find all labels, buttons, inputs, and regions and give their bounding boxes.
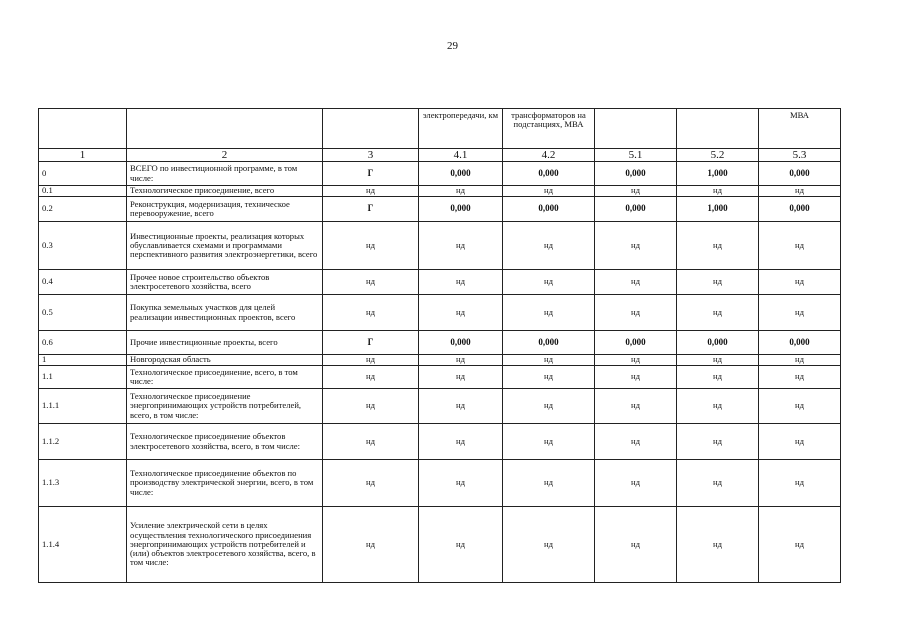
cell-col6: 0,000 <box>595 162 677 186</box>
cell-col7: нд <box>677 295 759 331</box>
header-cell-3 <box>323 109 419 149</box>
cell-col7: нд <box>677 389 759 424</box>
cell-col8: нд <box>759 389 841 424</box>
cell-col5: нд <box>503 460 595 507</box>
table-row <box>39 186 841 197</box>
table-row <box>39 270 841 295</box>
cell-col3: Г <box>323 331 419 355</box>
column-number: 4.1 <box>419 149 503 162</box>
column-number: 5.2 <box>677 149 759 162</box>
cell-col8: нд <box>759 507 841 583</box>
cell-col4: нд <box>419 186 503 197</box>
cell-col7: 1,000 <box>677 162 759 186</box>
cell-col4: 0,000 <box>419 331 503 355</box>
cell-col4: нд <box>419 460 503 507</box>
row-code: 0.6 <box>39 331 127 355</box>
column-number: 5.1 <box>595 149 677 162</box>
row-code: 0 <box>39 162 127 186</box>
column-number: 1 <box>39 149 127 162</box>
row-name: Технологическое присоединение, всего, в том числе: <box>127 366 323 389</box>
cell-col6: 0,000 <box>595 197 677 222</box>
table-row <box>39 366 841 389</box>
row-name: Технологическое присоединение энергопринимающих устройств потребителей, всего, в том числе: <box>127 389 323 424</box>
cell-col6: нд <box>595 460 677 507</box>
row-code: 0.3 <box>39 222 127 270</box>
cell-col5: нд <box>503 186 595 197</box>
row-name: Технологическое присоединение, всего <box>127 186 323 197</box>
column-number: 3 <box>323 149 419 162</box>
cell-col6: нд <box>595 366 677 389</box>
header-cell-8: МВА <box>759 109 841 149</box>
cell-col5: нд <box>503 222 595 270</box>
cell-col6: нд <box>595 186 677 197</box>
row-name: Покупка земельных участков для целей реализации инвестиционных проектов, всего <box>127 295 323 331</box>
cell-col5: нд <box>503 424 595 460</box>
column-number: 4.2 <box>503 149 595 162</box>
cell-col5: 0,000 <box>503 331 595 355</box>
header-cell-2 <box>127 109 323 149</box>
header-cell-5: трансформаторов на подстанциях, МВА <box>503 109 595 149</box>
table-row <box>39 355 841 366</box>
row-name: Технологическое присоединение объектов электросетевого хозяйства, всего, в том числе: <box>127 424 323 460</box>
cell-col7: 0,000 <box>677 331 759 355</box>
cell-col8: 0,000 <box>759 197 841 222</box>
row-name: Прочее новое строительство объектов электросетевого хозяйства, всего <box>127 270 323 295</box>
cell-col5: нд <box>503 270 595 295</box>
cell-col7: нд <box>677 460 759 507</box>
page-number: 29 <box>447 40 458 52</box>
investment-program-table <box>38 108 841 583</box>
cell-col5: нд <box>503 355 595 366</box>
row-code: 1.1.4 <box>39 507 127 583</box>
cell-col7: нд <box>677 507 759 583</box>
row-name: Инвестиционные проекты, реализация которых обуславливается схемами и программами перспективного развития электроэнергетики, всего <box>127 222 323 270</box>
column-number: 2 <box>127 149 323 162</box>
cell-col6: нд <box>595 355 677 366</box>
header-cell-7 <box>677 109 759 149</box>
cell-col7: нд <box>677 355 759 366</box>
cell-col8: нд <box>759 270 841 295</box>
cell-col3: Г <box>323 197 419 222</box>
cell-col8: 0,000 <box>759 162 841 186</box>
header-cell-4: электропередачи, км <box>419 109 503 149</box>
row-code: 1.1.3 <box>39 460 127 507</box>
cell-col6: нд <box>595 295 677 331</box>
row-name: Усиление электрической сети в целях осуществления технологического присоединения энергопринимающих устройств потребителей и (или) объектов электросетевого хозяйства, всего, в том числе: <box>127 507 323 583</box>
cell-col3: нд <box>323 389 419 424</box>
cell-col8: нд <box>759 424 841 460</box>
cell-col3: нд <box>323 222 419 270</box>
cell-col8: 0,000 <box>759 331 841 355</box>
cell-col7: 1,000 <box>677 197 759 222</box>
cell-col5: нд <box>503 366 595 389</box>
cell-col6: 0,000 <box>595 331 677 355</box>
cell-col8: нд <box>759 295 841 331</box>
cell-col6: нд <box>595 424 677 460</box>
cell-col8: нд <box>759 355 841 366</box>
cell-col4: нд <box>419 222 503 270</box>
cell-col7: нд <box>677 366 759 389</box>
cell-col4: 0,000 <box>419 197 503 222</box>
cell-col5: нд <box>503 295 595 331</box>
cell-col8: нд <box>759 186 841 197</box>
row-code: 1.1.2 <box>39 424 127 460</box>
cell-col5: нд <box>503 507 595 583</box>
column-number-row <box>39 149 841 162</box>
cell-col4: нд <box>419 270 503 295</box>
table-row <box>39 460 841 507</box>
table-row <box>39 222 841 270</box>
table-row <box>39 331 841 355</box>
table-body <box>39 162 841 583</box>
cell-col3: нд <box>323 366 419 389</box>
table-row <box>39 507 841 583</box>
cell-col5: нд <box>503 389 595 424</box>
cell-col3: нд <box>323 186 419 197</box>
cell-col3: нд <box>323 460 419 507</box>
table-row <box>39 162 841 186</box>
row-name: Технологическое присоединение объектов по производству электрической энергии, всего, в том числе: <box>127 460 323 507</box>
cell-col8: нд <box>759 366 841 389</box>
cell-col3: нд <box>323 270 419 295</box>
column-number: 5.3 <box>759 149 841 162</box>
cell-col3: нд <box>323 355 419 366</box>
table-row <box>39 389 841 424</box>
row-code: 1.1.1 <box>39 389 127 424</box>
cell-col3: нд <box>323 295 419 331</box>
header-row <box>39 109 841 149</box>
cell-col6: нд <box>595 222 677 270</box>
table-row <box>39 424 841 460</box>
row-code: 0.5 <box>39 295 127 331</box>
header-cell-1 <box>39 109 127 149</box>
row-code: 0.2 <box>39 197 127 222</box>
cell-col4: нд <box>419 355 503 366</box>
cell-col7: нд <box>677 270 759 295</box>
cell-col7: нд <box>677 424 759 460</box>
cell-col3: нд <box>323 507 419 583</box>
cell-col7: нд <box>677 186 759 197</box>
row-name: Новгородская область <box>127 355 323 366</box>
table-row <box>39 295 841 331</box>
cell-col4: нд <box>419 389 503 424</box>
cell-col4: нд <box>419 366 503 389</box>
cell-col7: нд <box>677 222 759 270</box>
row-code: 0.4 <box>39 270 127 295</box>
row-code: 1 <box>39 355 127 366</box>
cell-col8: нд <box>759 460 841 507</box>
cell-col4: нд <box>419 507 503 583</box>
row-name: Реконструкция, модернизация, техническое перевооружение, всего <box>127 197 323 222</box>
row-name: ВСЕГО по инвестиционной программе, в том числе: <box>127 162 323 186</box>
cell-col4: нд <box>419 295 503 331</box>
cell-col4: нд <box>419 424 503 460</box>
cell-col8: нд <box>759 222 841 270</box>
cell-col3: нд <box>323 424 419 460</box>
table-row <box>39 197 841 222</box>
row-name: Прочие инвестиционные проекты, всего <box>127 331 323 355</box>
header-cell-6 <box>595 109 677 149</box>
cell-col3: Г <box>323 162 419 186</box>
row-code: 1.1 <box>39 366 127 389</box>
row-code: 0.1 <box>39 186 127 197</box>
cell-col6: нд <box>595 507 677 583</box>
cell-col6: нд <box>595 270 677 295</box>
cell-col5: 0,000 <box>503 197 595 222</box>
cell-col6: нд <box>595 389 677 424</box>
cell-col4: 0,000 <box>419 162 503 186</box>
cell-col5: 0,000 <box>503 162 595 186</box>
